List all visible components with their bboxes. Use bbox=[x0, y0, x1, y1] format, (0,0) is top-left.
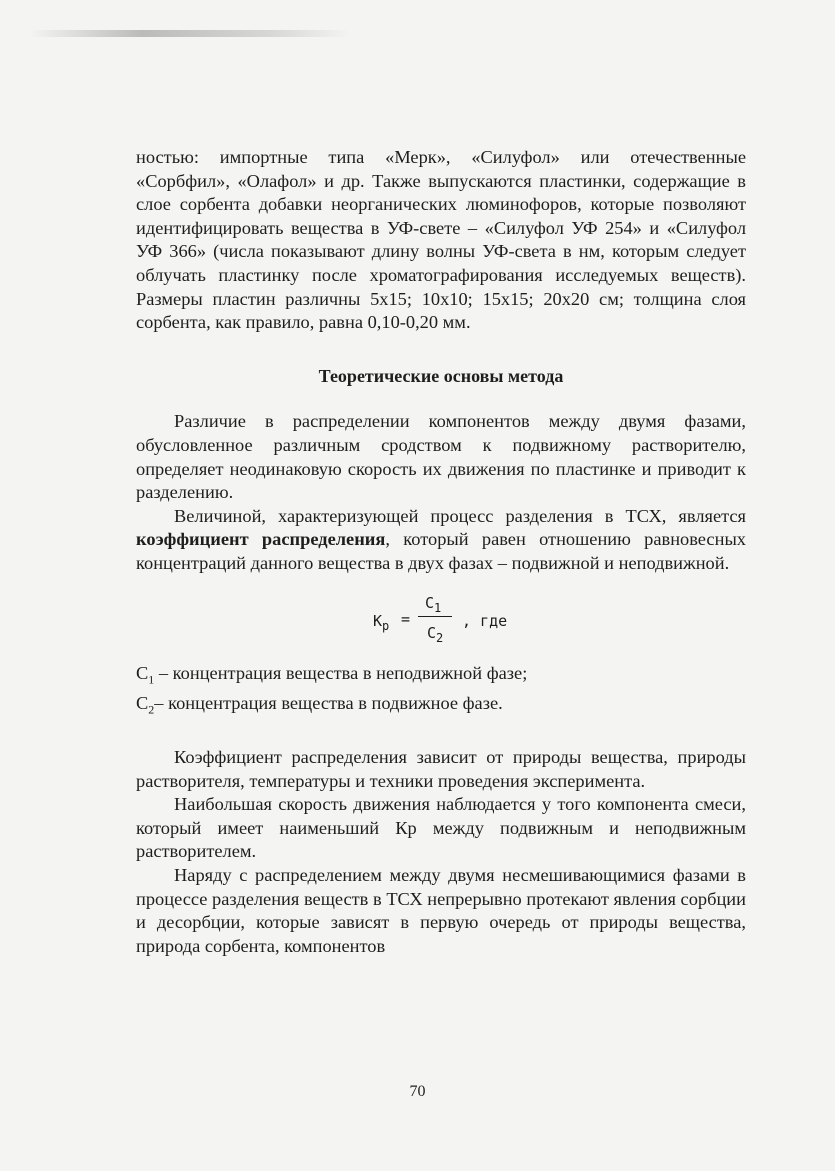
paragraph-speed: Наибольшая скорость движения наблюдается у того компонента смеси, который имеет наименьший Кр между подвижным и неподвижным растворителем. bbox=[136, 794, 746, 862]
formula-equals: = bbox=[401, 609, 411, 628]
distribution-formula bbox=[136, 586, 746, 656]
coefficient-text-start: Величиной, характеризующей процесс разделения в ТСХ, является bbox=[174, 505, 746, 526]
definition-c1: $C_1$ – концентрация вещества в неподвижной фазе; bbox=[136, 662, 528, 687]
formula-k: $К_р$ bbox=[373, 611, 390, 633]
paragraph-coefficient bbox=[136, 505, 746, 576]
paragraph-sorption: Наряду с распределением между двумя несмешивающимися фазами в процессе разделения веществ в ТСХ непрерывно протекают явления сорбции и десорбции, которые зависят в первую очередь от природы вещества, природа сорбента, компонентов bbox=[136, 865, 746, 956]
paragraph-intro: ностью: импортные типа «Мерк», «Силуфол» или отечественные «Сорбфил», «Олафол» и др. Также выпускаются пластинки, содержащие в слое сорбента добавки неорганических люминофоров, которые позволяют идентифицировать вещества в УФ-свете – «Силуфол УФ 254» и «Силуфол УФ 366» (числа показывают длину волны УФ-света в нм, которым следует облучать пластинку после хроматографирования исследуемых веществ). Размеры пластин различны 5x15; 10x10; 15x15; 20x20 см; толщина слоя сорбента, как правило, равна 0,10-0,20 мм. bbox=[136, 147, 746, 333]
paragraph-dependence: Коэффициент распределения зависит от природы вещества, природы растворителя, температуры и техники проведения эксперимента. bbox=[136, 747, 746, 791]
formula-tail: , где bbox=[462, 611, 508, 630]
paragraph-distribution: Различие в распределении компонентов между двумя фазами, обусловленное различным сродством к подвижному растворителю, определяет неодинаковую скорость их движения по пластинке и приводит к разделению. bbox=[136, 411, 746, 503]
fraction-bar bbox=[418, 616, 452, 617]
formula-denominator: $C_2$ bbox=[427, 623, 444, 645]
formula-numerator: $C_1$ bbox=[425, 593, 442, 615]
page-number: 70 bbox=[409, 1083, 426, 1100]
coefficient-term: коэффициент распределения bbox=[136, 529, 386, 550]
scan-artifact bbox=[30, 30, 350, 37]
definition-c2: $C_2-$ концентрация вещества в подвижное фазе. bbox=[136, 692, 503, 717]
coefficient-text-end: , который равен отношению равновесных концентраций данного вещества в двух фазах – подвижной и неподвижной. bbox=[136, 529, 746, 573]
page-body bbox=[136, 146, 746, 958]
section-heading: Теоретические основы метода bbox=[318, 365, 564, 386]
